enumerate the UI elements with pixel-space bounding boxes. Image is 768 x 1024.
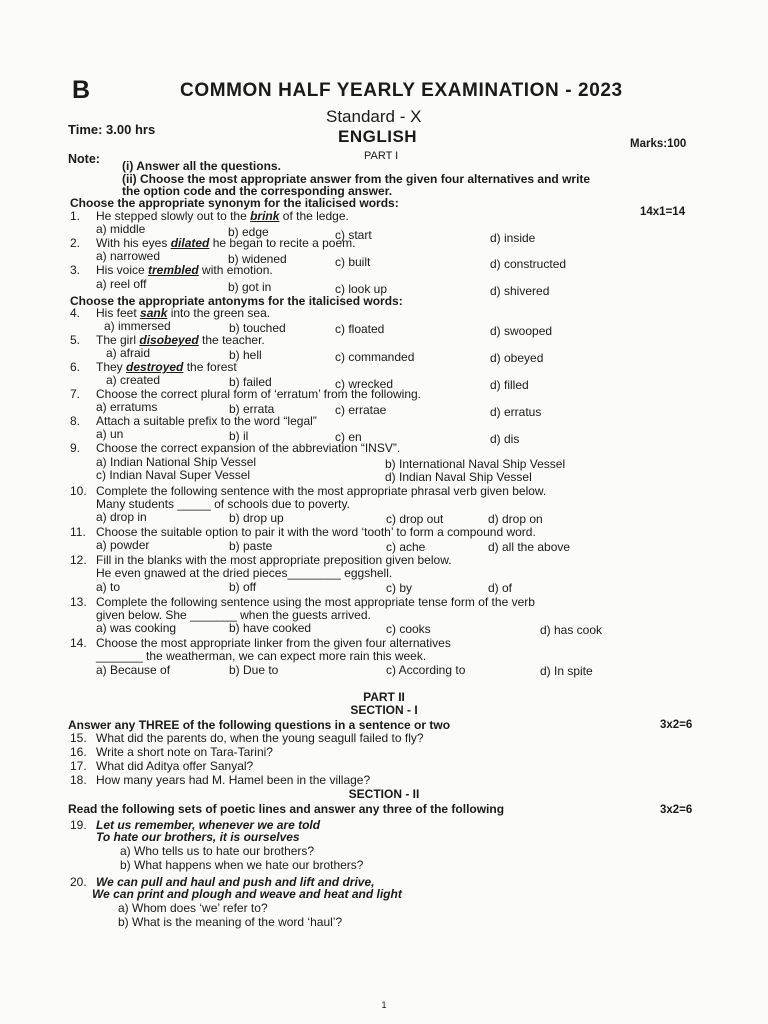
question-10: 10. Complete the following sentence with the most appropriate phrasal verb given below. bbox=[70, 484, 547, 498]
question-19: 19. Let us remember, whenever we are told bbox=[70, 818, 321, 832]
page-number: 1 bbox=[381, 1000, 387, 1010]
exam-title: COMMON HALF YEARLY EXAMINATION - 2023 bbox=[180, 80, 623, 101]
q9-option-c: c) Indian Naval Super Vessel bbox=[96, 468, 251, 482]
italic-word: destroyed bbox=[126, 360, 184, 374]
q13-option-c: c) cooks bbox=[386, 622, 431, 636]
q1-option-a: a) middle bbox=[96, 222, 146, 236]
question-5: 5. The girl disobeyed the teacher. bbox=[70, 333, 265, 347]
q5-option-d: d) obeyed bbox=[490, 351, 544, 365]
q6-option-b: b) failed bbox=[229, 375, 272, 389]
antonym-instruction: Choose the appropriate antonyms for the italicised words: bbox=[70, 294, 403, 308]
q11-option-a: a) powder bbox=[96, 538, 150, 552]
italic-word: brink bbox=[250, 209, 280, 223]
standard: Standard - X bbox=[326, 107, 422, 126]
question-14: 14. Choose the most appropriate linker from the given four alternatives bbox=[70, 636, 451, 650]
section-two-marks: 3x2=6 bbox=[660, 804, 693, 816]
section-two-title: SECTION - II bbox=[348, 787, 420, 801]
q6-option-a: a) created bbox=[106, 373, 161, 387]
note-line-3: the option code and the corresponding answer. bbox=[122, 184, 393, 198]
question-20: 20. We can pull and haul and push and lift and drive, bbox=[70, 875, 375, 889]
q2-option-b: b) widened bbox=[228, 252, 287, 266]
q13-sentence: given below. She _______ when the guests arrived. bbox=[96, 608, 371, 622]
q19-subquestion-b: b) What happens when we hate our brothers? bbox=[120, 858, 364, 872]
part-one-marks: 14x1=14 bbox=[640, 206, 686, 218]
q9-option-b: b) International Naval Ship Vessel bbox=[385, 457, 566, 471]
q19-poem-line-2: To hate our brothers, it is ourselves bbox=[96, 830, 300, 844]
question-13: 13. Complete the following sentence using the most appropriate tense form of the verb bbox=[70, 595, 535, 609]
question-2: 2. With his eyes dilated he began to recite a poem. bbox=[70, 236, 356, 250]
section-two-instruction: Read the following sets of poetic lines and answer any three of the following bbox=[68, 802, 505, 816]
q10-sentence: Many students _____ of schools due to poverty. bbox=[96, 497, 350, 511]
q10-option-a: a) drop in bbox=[96, 510, 147, 524]
q13-option-a: a) was cooking bbox=[96, 621, 177, 635]
q8-option-d: d) dis bbox=[490, 432, 520, 446]
question-4: 4. His feet sank into the green sea. bbox=[70, 306, 271, 320]
q20-subquestion-b: b) What is the meaning of the word ‘haul’? bbox=[118, 915, 343, 929]
q2-option-d: d) constructed bbox=[490, 257, 567, 271]
q2-option-c: c) built bbox=[335, 255, 371, 269]
question-16: 16. Write a short note on Tara-Tarini? bbox=[70, 745, 273, 759]
q7-option-c: c) erratae bbox=[335, 403, 387, 417]
q11-option-c: c) ache bbox=[386, 540, 426, 554]
q12-option-b: b) off bbox=[229, 580, 257, 594]
q2-option-a: a) narrowed bbox=[96, 249, 161, 263]
time-allowed: Time: 3.00 hrs bbox=[68, 122, 156, 137]
question-18: 18. How many years had M. Hamel been in the village? bbox=[70, 773, 371, 787]
q1-option-b: b) edge bbox=[228, 225, 269, 239]
q8-option-a: a) un bbox=[96, 427, 124, 441]
q11-option-d: d) all the above bbox=[488, 540, 571, 554]
q10-option-d: d) drop on bbox=[488, 512, 543, 526]
q13-option-b: b) have cooked bbox=[229, 621, 312, 635]
q12-option-a: a) to bbox=[96, 580, 121, 594]
total-marks: Marks:100 bbox=[630, 138, 687, 150]
italic-word: sank bbox=[140, 306, 168, 320]
q1-option-c: c) start bbox=[335, 228, 372, 242]
part-two-title: PART II bbox=[363, 690, 405, 704]
q7-option-a: a) erratums bbox=[96, 400, 158, 414]
q12-sentence: He even gnawed at the dried pieces________ eggshell. bbox=[96, 566, 393, 580]
q14-option-b: b) Due to bbox=[229, 663, 279, 677]
q13-option-d: d) has cook bbox=[540, 623, 603, 637]
q5-option-b: b) hell bbox=[229, 348, 262, 362]
subject: ENGLISH bbox=[338, 127, 418, 146]
q20-subquestion-a: a) Whom does ‘we’ refer to? bbox=[118, 901, 268, 915]
q3-option-b: b) got in bbox=[228, 280, 272, 294]
italic-word: dilated bbox=[170, 236, 210, 250]
q10-option-c: c) drop out bbox=[386, 512, 444, 526]
q20-poem-line-2: We can print and plough and weave and heat and light bbox=[92, 887, 402, 901]
q7-option-d: d) erratus bbox=[490, 405, 542, 419]
italic-word: trembled bbox=[148, 263, 199, 277]
q6-option-d: d) filled bbox=[490, 378, 529, 392]
q5-option-a: a) afraid bbox=[106, 346, 151, 360]
synonym-instruction: Choose the appropriate synonym for the italicised words: bbox=[70, 196, 399, 210]
section-one-title: SECTION - I bbox=[350, 703, 418, 717]
note-label: Note: bbox=[68, 152, 100, 166]
q14-option-c: c) According to bbox=[386, 663, 466, 677]
series-code: B bbox=[72, 76, 91, 104]
q8-option-c: c) en bbox=[335, 430, 362, 444]
section-one-instruction: Answer any THREE of the following questions in a sentence or two bbox=[68, 718, 451, 732]
q3-option-a: a) reel off bbox=[96, 277, 147, 291]
q8-option-b: b) il bbox=[229, 429, 249, 443]
question-7: 7. Choose the correct plural form of ‘erratum’ from the following. bbox=[70, 387, 422, 401]
q4-option-c: c) floated bbox=[335, 322, 385, 336]
question-8: 8. Attach a suitable prefix to the word “legal” bbox=[70, 414, 317, 428]
note-line-2: (ii) Choose the most appropriate answer from the given four alternatives and write bbox=[122, 172, 591, 186]
q12-option-d: d) of bbox=[488, 581, 513, 595]
question-12: 12. Fill in the blanks with the most appropriate preposition given below. bbox=[70, 553, 452, 567]
question-9: 9. Choose the correct expansion of the abbreviation “INSV”. bbox=[70, 441, 401, 455]
question-6: 6. They destroyed the forest bbox=[70, 360, 237, 374]
question-11: 11. Choose the suitable option to pair it with the word ‘tooth’ to form a compound word. bbox=[70, 525, 536, 539]
question-15: 15. What did the parents do, when the young seagull failed to fly? bbox=[70, 731, 424, 745]
q6-option-c: c) wrecked bbox=[335, 377, 394, 391]
section-one-marks: 3x2=6 bbox=[660, 719, 693, 731]
q14-option-a: a) Because of bbox=[96, 663, 171, 677]
italic-word: disobeyed bbox=[139, 333, 199, 347]
question-17: 17. What did Aditya offer Sanyal? bbox=[70, 759, 254, 773]
question-1: 1. He stepped slowly out to the brink of the ledge. bbox=[70, 209, 349, 223]
question-3: 3. His voice trembled with emotion. bbox=[70, 263, 273, 277]
q9-option-a: a) Indian National Ship Vessel bbox=[96, 455, 257, 469]
q19-subquestion-a: a) Who tells us to hate our brothers? bbox=[120, 844, 315, 858]
q4-option-a: a) immersed bbox=[104, 319, 171, 333]
q7-option-b: b) errata bbox=[229, 402, 275, 416]
q3-option-d: d) shivered bbox=[490, 284, 550, 298]
q11-option-b: b) paste bbox=[229, 539, 273, 553]
q14-option-d: d) In spite bbox=[540, 664, 593, 678]
part-one-title: PART I bbox=[364, 150, 399, 162]
q10-option-b: b) drop up bbox=[229, 511, 284, 525]
q14-sentence: _______ the weatherman, we can expect more rain this week. bbox=[96, 649, 427, 663]
q1-option-d: d) inside bbox=[490, 231, 536, 245]
q4-option-d: d) swooped bbox=[490, 324, 553, 338]
q12-option-c: c) by bbox=[386, 581, 413, 595]
q9-option-d: d) Indian Naval Ship Vessel bbox=[385, 470, 532, 484]
q5-option-c: c) commanded bbox=[335, 350, 415, 364]
q3-option-c: c) look up bbox=[335, 282, 388, 296]
note-line-1: (i) Answer all the questions. bbox=[122, 159, 281, 173]
q4-option-b: b) touched bbox=[229, 321, 286, 335]
